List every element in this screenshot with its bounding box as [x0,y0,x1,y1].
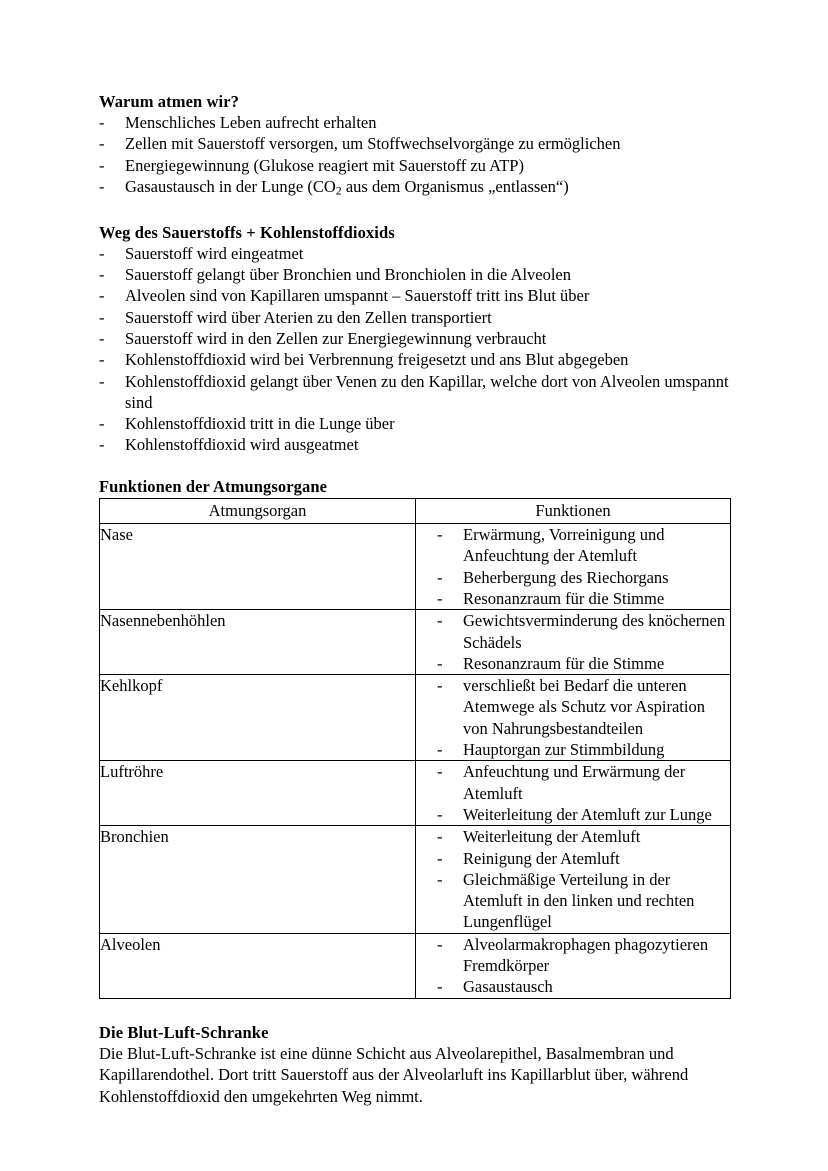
co2-text-before: Gasaustausch in der Lunge (CO [125,176,336,196]
list-item-text: Kohlenstoffdioxid gelangt über Venen zu den Kapillar, welche dort von Alveolen umspannt sind [125,371,729,412]
function-item [416,934,730,977]
bullet-dash: - [437,567,443,587]
bullet-dash: - [99,134,105,154]
function-item [416,976,730,997]
function-text: Gewichtsverminderung des knöchernen Schädels [463,611,726,652]
closing-section [99,1023,730,1108]
function-item [416,761,730,804]
function-text: Weiterleitung der Atemluft zur Lunge [463,804,712,824]
cell-functions [416,610,731,675]
bullet-dash: - [437,804,443,824]
function-text: Weiterleitung der Atemluft [463,827,641,847]
function-item [416,739,730,760]
bullet-dash: - [99,371,105,391]
bullet-dash: - [99,414,105,434]
functions-list [416,934,730,998]
list-item [99,328,730,349]
cell-organ-name: Kehlkopf [100,675,416,761]
cell-functions [416,524,731,610]
bullet-dash: - [437,588,443,608]
cell-functions [416,826,731,933]
bullet-dash: - [99,286,105,306]
function-item [416,675,730,739]
functions-list [416,524,730,609]
list-item-text: Sauerstoff wird eingeatmet [125,243,304,263]
cell-organ-name: Nasennebenhöhlen [100,610,416,675]
function-item [416,869,730,933]
bullet-dash: - [99,155,105,175]
bullet-dash: - [99,435,105,455]
bullet-dash: - [437,611,443,631]
list-item [99,264,730,285]
function-text: Gasaustausch [463,977,553,997]
list-item-text: Sauerstoff wird in den Zellen zur Energiegewinnung verbraucht [125,328,547,348]
bullet-dash: - [99,350,105,370]
bullet-dash: - [99,176,105,196]
co2-subscript: 2 [335,183,342,198]
list-item [99,112,730,133]
list-item [99,371,730,414]
function-item [416,524,730,567]
bullet-dash: - [437,934,443,954]
bullet-dash: - [437,653,443,673]
closing-paragraph: Die Blut-Luft-Schranke ist eine dünne Schicht aus Alveolarepithel, Basalmembran und Kapillarendothel. Dort tritt Sauerstoff aus der Alveolarluft ins Kapillarblut über, während Kohlenstoffdioxid den umgekehrten Weg nimmt. [99,1043,689,1106]
function-text: Beherbergung des Riechorgans [463,567,669,587]
list-item-text: Zellen mit Sauerstoff versorgen, um Stoffwechselvorgänge zu ermöglichen [125,134,621,154]
function-item [416,588,730,609]
bullet-dash: - [437,977,443,997]
table-row [100,610,731,675]
function-text: Anfeuchtung und Erwärmung der Atemluft [463,762,686,803]
list-item [99,434,730,455]
list-weg-des-sauerstoffs [99,243,730,456]
function-text: Resonanzraum für die Stimme [463,653,665,673]
list-item-text: Alveolen sind von Kapillaren umspannt – Sauerstoff tritt ins Blut über [125,286,590,306]
function-text: Erwärmung, Vorreinigung und Anfeuchtung der Atemluft [463,525,665,566]
function-text: Reinigung der Atemluft [463,848,620,868]
bullet-dash: - [99,328,105,348]
cell-functions [416,761,731,826]
list-item-text: Menschliches Leben aufrecht erhalten [125,113,377,132]
function-text: Gleichmäßige Verteilung in der Atemluft in den linken und rechten Lungenflügel [463,869,695,932]
cell-organ-name: Luftröhre [100,761,416,826]
cell-organ-name: Alveolen [100,933,416,998]
list-item [99,413,730,434]
functions-list [416,826,730,932]
list-item-text: Sauerstoff gelangt über Bronchien und Bronchiolen in die Alveolen [125,265,572,285]
bullet-dash: - [437,848,443,868]
heading-die-blut-luft-schranke: Die Blut-Luft-Schranke [99,1022,269,1042]
bullet-dash: - [99,113,105,132]
heading-weg-des-sauerstoffs: Weg des Sauerstoffs + Kohlenstoffdioxids [99,222,395,242]
column-header-funktionen: Funktionen [416,498,731,523]
list-item [99,349,730,370]
function-text: Alveolarmakrophagen phagozytieren Fremdkörper [463,934,709,975]
function-text: Resonanzraum für die Stimme [463,588,665,608]
cell-organ-name: Bronchien [100,826,416,933]
bullet-dash: - [437,827,443,847]
function-item [416,653,730,674]
functions-list [416,761,730,825]
table-header-row [100,498,731,523]
table-row [100,524,731,610]
list-item [99,285,730,306]
list-item-text: Sauerstoff wird über Aterien zu den Zellen transportiert [125,307,492,327]
document-content [99,92,730,1107]
heading-warum-atmen-wir: Warum atmen wir? [99,92,239,111]
bullet-dash: - [437,525,443,545]
list-item [99,155,730,176]
bullet-dash: - [99,265,105,285]
co2-text-after: aus dem Organismus „entlassen“) [341,176,569,196]
functions-list [416,610,730,674]
function-item [416,610,730,653]
bullet-dash: - [99,243,105,263]
section-spacer [99,456,730,477]
list-item [99,307,730,328]
table-row [100,933,731,998]
cell-organ-name: Nase [100,524,416,610]
list-item [99,176,730,202]
bullet-dash: - [437,869,443,889]
list-item-text: Energiegewinnung (Glukose reagiert mit Sauerstoff zu ATP) [125,155,524,175]
list-item-text: Kohlenstoffdioxid wird ausgeatmet [125,435,359,455]
column-header-atmungsorgan: Atmungsorgan [100,498,416,523]
function-item [416,804,730,825]
functions-list [416,675,730,760]
list-warum-atmen-wir [99,112,730,202]
cell-functions [416,675,731,761]
function-item [416,567,730,588]
bullet-dash: - [437,740,443,760]
table-row [100,675,731,761]
list-item-text: Kohlenstoffdioxid wird bei Verbrennung freigesetzt und ans Blut abgegeben [125,350,629,370]
heading-funktionen-der-atmungsorgane: Funktionen der Atmungsorgane [99,476,328,496]
bullet-dash: - [437,676,443,696]
table-row [100,761,731,826]
table-row [100,826,731,933]
function-item [416,848,730,869]
cell-functions [416,933,731,998]
function-text: Hauptorgan zur Stimmbildung [463,740,665,760]
function-item [416,826,730,847]
bullet-dash: - [99,307,105,327]
atmungsorgane-table [99,498,731,999]
list-item [99,243,730,264]
bullet-dash: - [437,762,443,782]
list-item-text-gasaustausch [125,177,569,196]
section-spacer [99,202,730,223]
function-text: verschließt bei Bedarf die unteren Atemwege als Schutz vor Aspiration von Nahrungsbestandteilen [463,676,705,738]
list-item-text: Kohlenstoffdioxid tritt in die Lunge über [125,414,395,434]
list-item [99,133,730,154]
